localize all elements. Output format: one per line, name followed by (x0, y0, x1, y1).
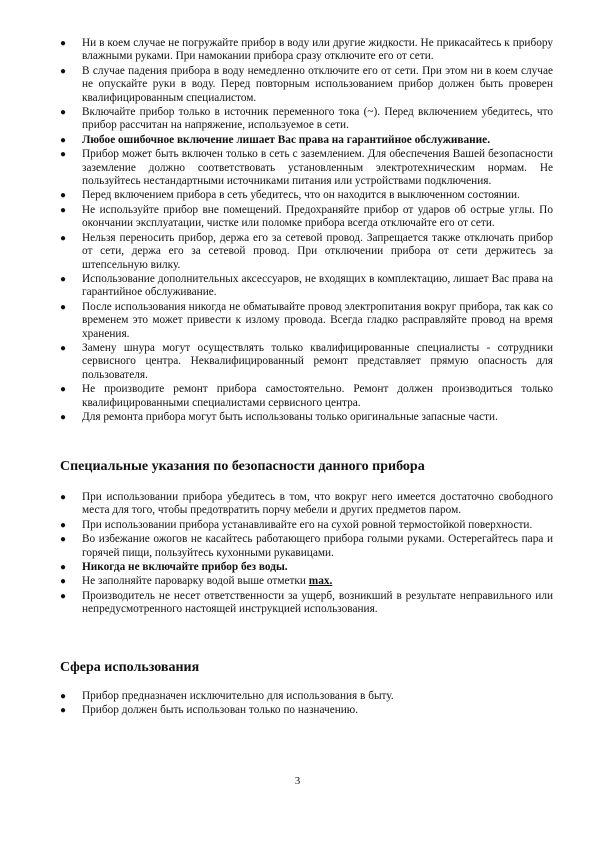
bullet-icon: ● (60, 691, 67, 702)
list-item-text: Прибор может быть включен только в сеть с заземлением. Для обеспечения Вашей безопасности заземление должно соответствовать установленным электротехническим нормам. Не пользуйтесь нестандартными источниками питания или устройствами подключения. (82, 148, 553, 188)
bullet-icon: ● (60, 38, 67, 49)
list-item-text: При использовании прибора устанавливайте его на сухой ровной термостойкой поверхности. (82, 518, 533, 531)
max-mark-label: max. (308, 575, 333, 588)
list-item-text: После использования никогда не обматывайте провод электропитания вокруг прибора, так как со временем это может привести к излому провода. Всегда гладко расправляйте провод на время хранения. (82, 300, 553, 340)
list-item (0, 491, 595, 518)
section-heading-special-safety: Специальные указания по безопасности данного прибора (60, 459, 425, 474)
bullet-icon: ● (60, 411, 67, 423)
list-item (0, 273, 595, 300)
list-item (0, 383, 595, 410)
list-item-text: Перед включением прибора в сеть убедитесь, что он находится в выключенном состоянии. (82, 189, 520, 202)
list-item-text: Любое ошибочное включение лишает Вас права на гарантийное обслуживание. (82, 133, 491, 146)
list-item-text: Для ремонта прибора могут быть использованы только оригинальные запасные части. (82, 410, 498, 423)
bullet-icon: ● (60, 519, 67, 531)
list-item (0, 533, 595, 560)
special-safety-list (0, 491, 595, 618)
bullet-icon: ● (60, 134, 67, 146)
list-item-text: Нельзя переносить прибор, держа его за сетевой провод. Запрещается также отключать прибор от сети, держа его за сетевой провод. При отключении прибора от сети держитесь за штепсельную вилку. (82, 231, 553, 271)
bullet-icon: ● (60, 107, 67, 119)
list-item (0, 189, 595, 202)
bullet-icon: ● (60, 384, 67, 396)
list-item-text: Прибор предназначен исключительно для использования в быту. (82, 690, 394, 702)
bullet-icon: ● (60, 576, 67, 588)
list-item-text: Замену шнура могут осуществлять только квалифицированные специалисты - сотрудники сервисного центра. Неквалифицированный ремонт представляет прямую опасность для пользователя. (82, 341, 553, 381)
list-item-text: Производитель не несет ответственности за ущерб, возникший в результате неправильного или непредусмотренного настоящей инструкцией использования. (82, 589, 553, 616)
list-item-text: Не производите ремонт прибора самостоятельно. Ремонт должен производиться только квалифицированными специалистами сервисного центра. (82, 383, 553, 409)
bullet-icon: ● (60, 342, 67, 354)
list-item-text: Включайте прибор только в источник переменного тока (~). Перед включением убедитесь, что прибор рассчитан на напряжение, используемое в сети. (82, 106, 553, 132)
list-item (0, 411, 595, 424)
list-item (0, 204, 595, 231)
list-item-text: Во избежание ожогов не касайтесь работающего прибора голыми руками. Остерегайтесь пара и горячей пищи, пользуйтесь кухонными рукавицами. (82, 533, 553, 559)
list-item-text: При использовании прибора убедитесь в том, что вокруг него имеется достаточно свободного места для того, чтобы предотвратить порчу мебели и других предметов паром. (82, 491, 553, 517)
list-item-text: Никогда не включайте прибор без воды. (82, 561, 288, 574)
list-item (0, 37, 595, 64)
list-item (0, 519, 595, 532)
list-item (0, 232, 595, 272)
section-heading-scope: Сфера использования (60, 660, 200, 675)
bullet-icon: ● (60, 65, 67, 77)
page-number: 3 (294, 775, 301, 787)
list-item (0, 148, 595, 188)
list-item (0, 561, 595, 574)
bullet-icon: ● (60, 273, 67, 285)
list-item-text: Прибор должен быть использован только по назначению. (82, 704, 359, 717)
bullet-icon: ● (60, 562, 67, 574)
list-item (0, 704, 595, 717)
bullet-icon: ● (60, 301, 67, 313)
list-item (0, 65, 595, 105)
bullet-icon: ● (60, 149, 67, 161)
list-item-text: Не используйте прибор вне помещений. Предохраняйте прибор от ударов об острые углы. По окончании эксплуатации, чистке или поломке прибора всегда отключайте его от сети. (82, 203, 553, 230)
list-item (0, 575, 595, 588)
bullet-icon: ● (60, 232, 67, 244)
list-item (0, 106, 595, 133)
bullet-icon: ● (60, 705, 67, 717)
list-item (0, 342, 595, 382)
list-item-text: В случае падения прибора в воду немедленно отключите его от сети. При этом ни в коем случае не опускайте руки в воду. Перед повторным использованием прибор должен быть проверен квалифицированным специалистом. (82, 64, 553, 104)
list-item-text: Не заполняйте пароварку водой выше отметки (82, 575, 309, 588)
list-item-text: Ни в коем случае не погружайте прибор в воду или другие жидкости. Не прикасайтесь к прибору влажными руками. При намокании прибора сразу отключите его от сети. (82, 37, 553, 63)
bullet-icon: ● (60, 534, 67, 546)
list-item (0, 134, 595, 147)
bullet-icon: ● (60, 190, 67, 202)
list-item (0, 690, 595, 703)
list-item-text: Использование дополнительных аксессуаров, не входящих в комплектацию, лишает Вас права на гарантийное обслуживание. (82, 272, 553, 299)
scope-list (0, 690, 595, 719)
list-item (0, 301, 595, 341)
list-item (0, 590, 595, 617)
bullet-icon: ● (60, 590, 67, 602)
bullet-icon: ● (60, 204, 67, 216)
bullet-icon: ● (60, 492, 67, 503)
general-safety-list (0, 37, 595, 425)
